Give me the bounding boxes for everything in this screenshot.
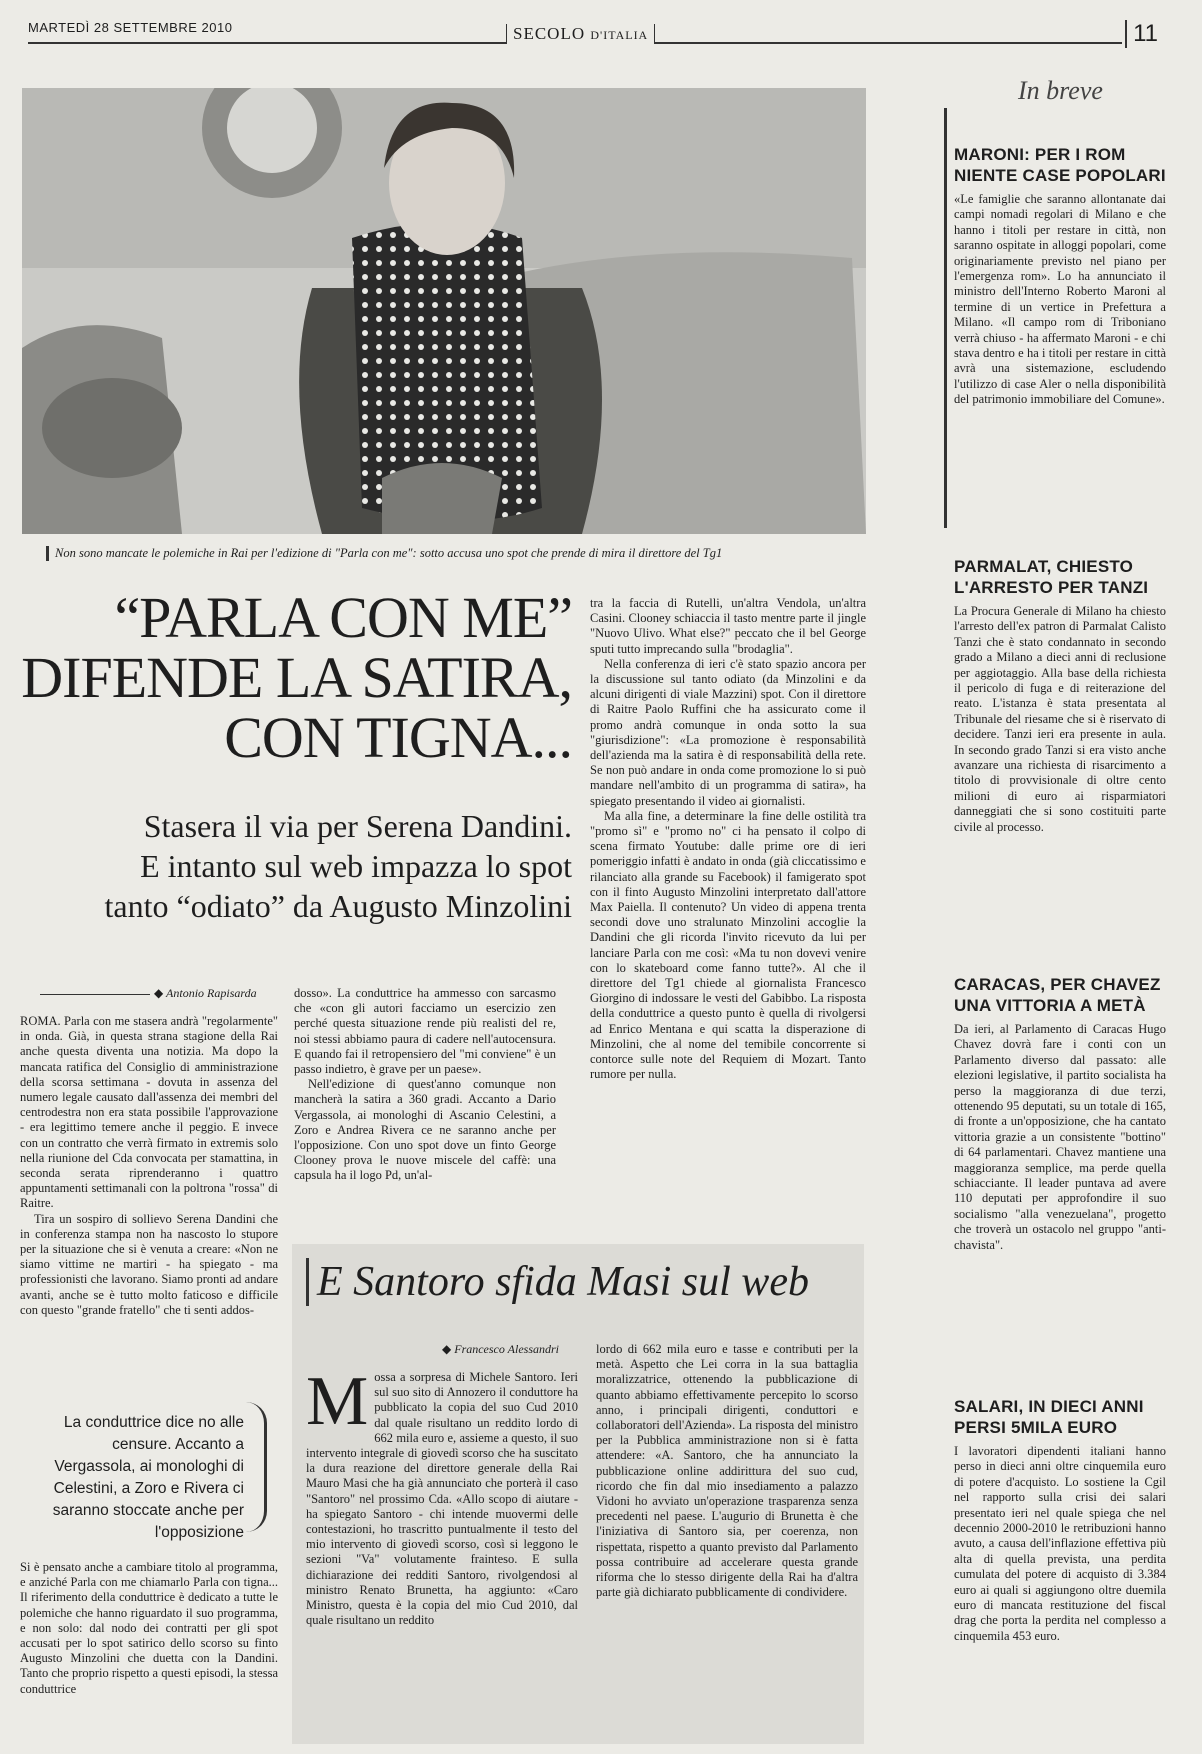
diamond-icon: ◆ [442,1342,452,1356]
main-article-column-2 [294,986,556,1212]
paragraph: Ma alla fine, a determinare la fine delle ostilità tra "promo sì" e "promo no" ci ha pensato il colpo di scena firmato Youtube: dalle prime ore di ieri pomeriggio infatti è andato in onda (già cliccatissimo e rilanciato alla grande su Facebook) il famigerato spot con il finto Augusto Minzolini interpretato dall'attore Max Paiella. Il contenuto? Un video di appena trenta secondi dove uno stralunato Minzolini accoglie la Dandini che gli ricorda l'invito ricevuto da lui per lanciare Parla con me così: «Ma tu non dovevi venire con lo skateboard come fanno tutte?». Al che il direttore del Tg1 chiede al giornalista Francesco Giorgino di indossare le vesti del Gabibbo. La risposta della conduttrice a questo punto è quella di rivolgersi ad Enrico Mentana e qui scatta la disperazione di Minzolini, che al nome del temibile concorrente si contorce sulle note del Requiem di Mozart. Tanto rumore per nulla. [590,808,866,1082]
brief-maroni [954,144,1166,518]
issue-date: MARTEDÌ 28 SETTEMBRE 2010 [28,20,233,35]
santoro-byline [442,1342,559,1357]
newspaper-name [506,24,655,44]
subhead-line-3: tanto “odiato” da Augusto Minzolini [104,888,572,924]
sidebar-rule [944,108,947,528]
subhead-line-2: E intanto sul web impazza lo spot [140,848,572,884]
brief-body: I lavoratori dipendenti italiani hanno perso in dieci anni oltre cinquemila euro di potere d'acquisto. Lo sostiene la Cgil nel rapporto sulla crisi dei salari presentato ieri nel quale spiega che nel decennio 2000-2010 le retribuzioni hanno avuto, a causa dell'inflazione effettiva più alta di quella prevista, una perdita cumulata del potere di acquisto di 3.384 euro ai quali si aggiungono oltre duemila euro di mancata restituzione del fiscal drag che porta la perdita nel complesso a cinquemila 453 euro. [954,1444,1166,1643]
paragraph: lordo di 662 mila euro e tasse e contributi per la metà. Aspetto che Lei corra in la sua battaglia moralizzatrice, ottenendo la pubblicazione di quanto abbiamo effettivamente percepito lo scorso anno, i principali dirigenti, conduttori e collaboratori dell'Azienda». La risposta del ministro per la Pubblica amministrazione non si è fatta attendere: «A. Santoro, che ha annunciato la pubblicazione online addirittura del suo cud, ricordo che fin dal mio insediamento a palazzo Vidoni ho avviato un'operazione trasparenza senza precedenti nel paese. L'augurio di Brunetta è che l'iniziativa di Santoro sia, per coerenza, non rispettata, rispetto a quanto previsto dal Parlamento possa contribuire ad accelerare questa grande riforma che lo stesso dirigente della Rai ha d'altra parte già dichiarato pubblicamente di condividere. [596,1342,858,1600]
page-header [28,14,1158,56]
main-headline [16,585,572,770]
brief-caracas [954,974,1166,1388]
paragraph: Si è pensato anche a cambiare titolo al programma, e anziché Parla con me chiamarlo Parla con tigna... Il riferimento della conduttrice è dedicato a tutte le polemiche che hanno riguardato il suo programma, e non solo: dal nodo dei contratti per gli spot accusati per lo spot satirico dello scorso su finto Augusto Minzolini che duetta con la Dandini. Tanto che proprio rispetto a questi episodi, la stessa conduttrice [20,1560,278,1696]
pull-quote-bracket [246,1402,267,1532]
brief-body: «Le famiglie che saranno allontanate dai campi nomadi regolari di Milano e che hanno i titoli per restare in città, non saranno ospitate in alloggi popolari, come originariamente previsto nel piano per l'emergenza rom». Lo ha annunciato il ministro dell'Interno Roberto Maroni al termine di un vertice in Prefettura a Milano. «Il campo rom di Triboniano verrà chiuso - ha affermato Maroni - e chi stava dentro e ha i titoli per restare in città avrà una sistemazione, escludendo l'utilizzo di case Aler o nella disponibilità del patrimonio immobiliare del Comune». [954,192,1166,407]
brief-title: SALARI, IN DIECI ANNI PERSI 5MILA EURO [954,1397,1144,1437]
diamond-icon: ◆ [154,986,164,1000]
paragraph: ossa a sorpresa di Michele Santoro. Ieri sul suo sito di Annozero il conduttore ha pubblicato la copia del suo Cud 2010 dal quale risultano un reddito lordo di 662 mila euro e, assieme a questo, il suo intervento integrale di giovedì scorso che ha suscitato la dura reazione del direttore generale della Rai Mauro Masi che ha già annunciato che porterà il caso "Santoro" nel prossimo Cda. «Allo scopo di aiutare - ha spiegato Santoro - chi intende muovermi delle contestazioni, ho trascritto puntualmente il testo del mio intervento di giovedì scorso, così si leggono le sezioni "Va" volutamente frainteso. E sulla dichiarazione dei redditi Santoro, rivolgendosi al ministro Renato Brunetta, ha aggiunto: «Caro Ministro, questa è la copia del mio Cud 2010, dal quale risultano un reddito [306,1370,578,1628]
drop-cap: M [306,1370,369,1440]
santoro-column-1 [306,1370,578,1742]
photo-caption: Non sono mancate le polemiche in Rai per l'edizione di "Parla con me": sotto accusa uno spot che prende di mira il direttore del Tg1 [46,546,875,561]
brief-salari [954,1396,1166,1734]
main-article-column-3 [590,596,866,1212]
brief-title: CARACAS, PER CHAVEZ UNA VITTORIA A METÀ [954,975,1161,1015]
article-photo [22,88,866,534]
pull-quote: La conduttrice dice no alle censure. Accanto a Vergassola, ai monologhi di Celestini, a Zoro e Rivera ci saranno stoccate anche per l'opposizione [52,1414,244,1541]
brief-body: Da ieri, al Parlamento di Caracas Hugo Chavez dovrà fare i conti con un Parlamento diverso dal passato: alle elezioni legislative, il partito socialista ha perso la maggioranza di due terzi, ottenendo 95 deputati, su un totale di 165, di fronte a un'opposizione, che ha cantato vittoria grazie a un consistente "bottino" di 64 parlamentari. Chavez mantiene una maggioranza semplice, ma perde quella schiacciante. Il leader puntava ad avere 110 deputati per approfondire il suo socialismo "alla venezuelana", progetto che troverà un ostacolo nel gruppo "anti-chavista". [954,1022,1166,1252]
main-article-column-1-bottom [20,1560,278,1746]
byline-rule [40,994,150,995]
headline-line-1: “PARLA CON ME” [114,585,572,650]
paragraph: ROMA. Parla con me stasera andrà "regolarmente" in onda. Già, in questa strana stagione della Rai anche questa diventa una notizia. Ma dopo la mancata ratifica del Consiglio di amministrazione della scorsa settimana - dovuta in assenza del numero legale causato dall'assenza dei membri del centrodestra non era stata possibile l'approvazione - era legittimo temere anche il peggio. E invece con un contratto che verrà firmato in extremis solo nella riunione del Cda convocata per stamattina, in seconda serata riprenderanno i quattro appuntamenti settimanali con la poltrona "rossa" di Raitre. [20,1014,278,1211]
photo-illustration [22,88,866,534]
santoro-headline: E Santoro sfida Masi sul web [306,1258,877,1306]
paragraph: Tira un sospiro di sollievo Serena Dandini che in conferenza stampa non ha nascosto lo stupore per la situazione che si è venuta a creare: «Non ne siamo vittime ne martiri - ha spiegato - ma professionisti che lavorano. Siamo pronti ad andare avanti, anche se è tutto molto faticoso e difficile con questo "grande fratello" che ti senti addos- [20,1211,278,1317]
newspaper-name-small: D'ITALIA [590,28,649,42]
brief-parmalat [954,556,1166,940]
headline-line-2: DIFENDE LA SATIRA, [21,645,572,710]
santoro-byline-author: Francesco Alessandri [454,1342,559,1356]
subhead-line-1: Stasera il via per Serena Dandini. [143,808,572,844]
santoro-column-2 [596,1342,858,1742]
main-article-column-1 [20,1014,278,1374]
brief-title: MARONI: PER I ROM NIENTE CASE POPOLARI [954,145,1166,185]
paragraph: Nella conferenza di ieri c'è stato spazio ancora per la discussione sul tanto odiato (da Minzolini e da alcuni dirigenti di viale Mazzini) spot. Con il direttore di Raitre Paolo Ruffini che ha assicurato come il promo andrà comunque in onda sotto la sua "giurisdizione": «La promozione è responsabilità dell'azienda ma la satira è di responsabilità della rete. Se non può andare in onda come promozione lo si può mandare nell'ambito di un programma di satira», ha spiegato presentando il video ai giornalisti. [590,656,866,808]
subheadline [16,806,572,926]
paragraph: tra la faccia di Rutelli, un'altra Vendola, un'altra Casini. Clooney schiaccia il tasto mentre parte il jingle "Nuovo Ulivo. What else?" peccato che il bel George sputi tutto imprecando sulla "brodaglia". [590,596,866,656]
section-signature: In breve [1018,76,1103,105]
brief-body: La Procura Generale di Milano ha chiesto l'arresto dell'ex patron di Parmalat Calisto Tanzi che è stato condannato in secondo grado a Milano a dieci anni di reclusione per aggiotaggio. Alla base della richiesta il pericolo di fuga e di reiterazione del reato. L'istanza è stata presentata al Tribunale del riesame che si è riservato di decidere. Tanzi ieri era presente in aula. In secondo grado Tanzi si era visto anche avanzare una richiesta di risarcimento a titolo di provvisionale di oltre cento milioni di euro ai risparmiatori danneggiati che si sono costituiti parte civile al processo. [954,604,1166,834]
main-byline [40,986,257,1001]
newspaper-name-main: SECOLO [513,24,586,43]
page-number: 11 [1125,20,1158,48]
brief-title: PARMALAT, CHIESTO L'ARRESTO PER TANZI [954,557,1149,597]
paragraph: dosso». La conduttrice ha ammesso con sarcasmo che «con gli autori facciamo un esercizio zen perché questa situazione rende più realisti del re, noi stessi abbiamo paura di cadere nell'autocensura. E quando fai il retropensiero del "mi conviene" è un passo indietro, è grave per un paese». [294,986,556,1077]
paragraph: Nell'edizione di quest'anno comunque non mancherà la satira a 360 gradi. Accanto a Dario Vergassola, ai monologhi di Ascanio Celestini, a Zoro e Andrea Rivera ce ne saranno anche per l'opposizione. Con uno spot dove un finto George Clooney prova le nuove miscele del caffè: una capsula ha il logo Pd, un'al- [294,1077,556,1183]
main-byline-author: Antonio Rapisarda [166,986,257,1000]
headline-line-3: CON TIGNA... [224,705,572,770]
